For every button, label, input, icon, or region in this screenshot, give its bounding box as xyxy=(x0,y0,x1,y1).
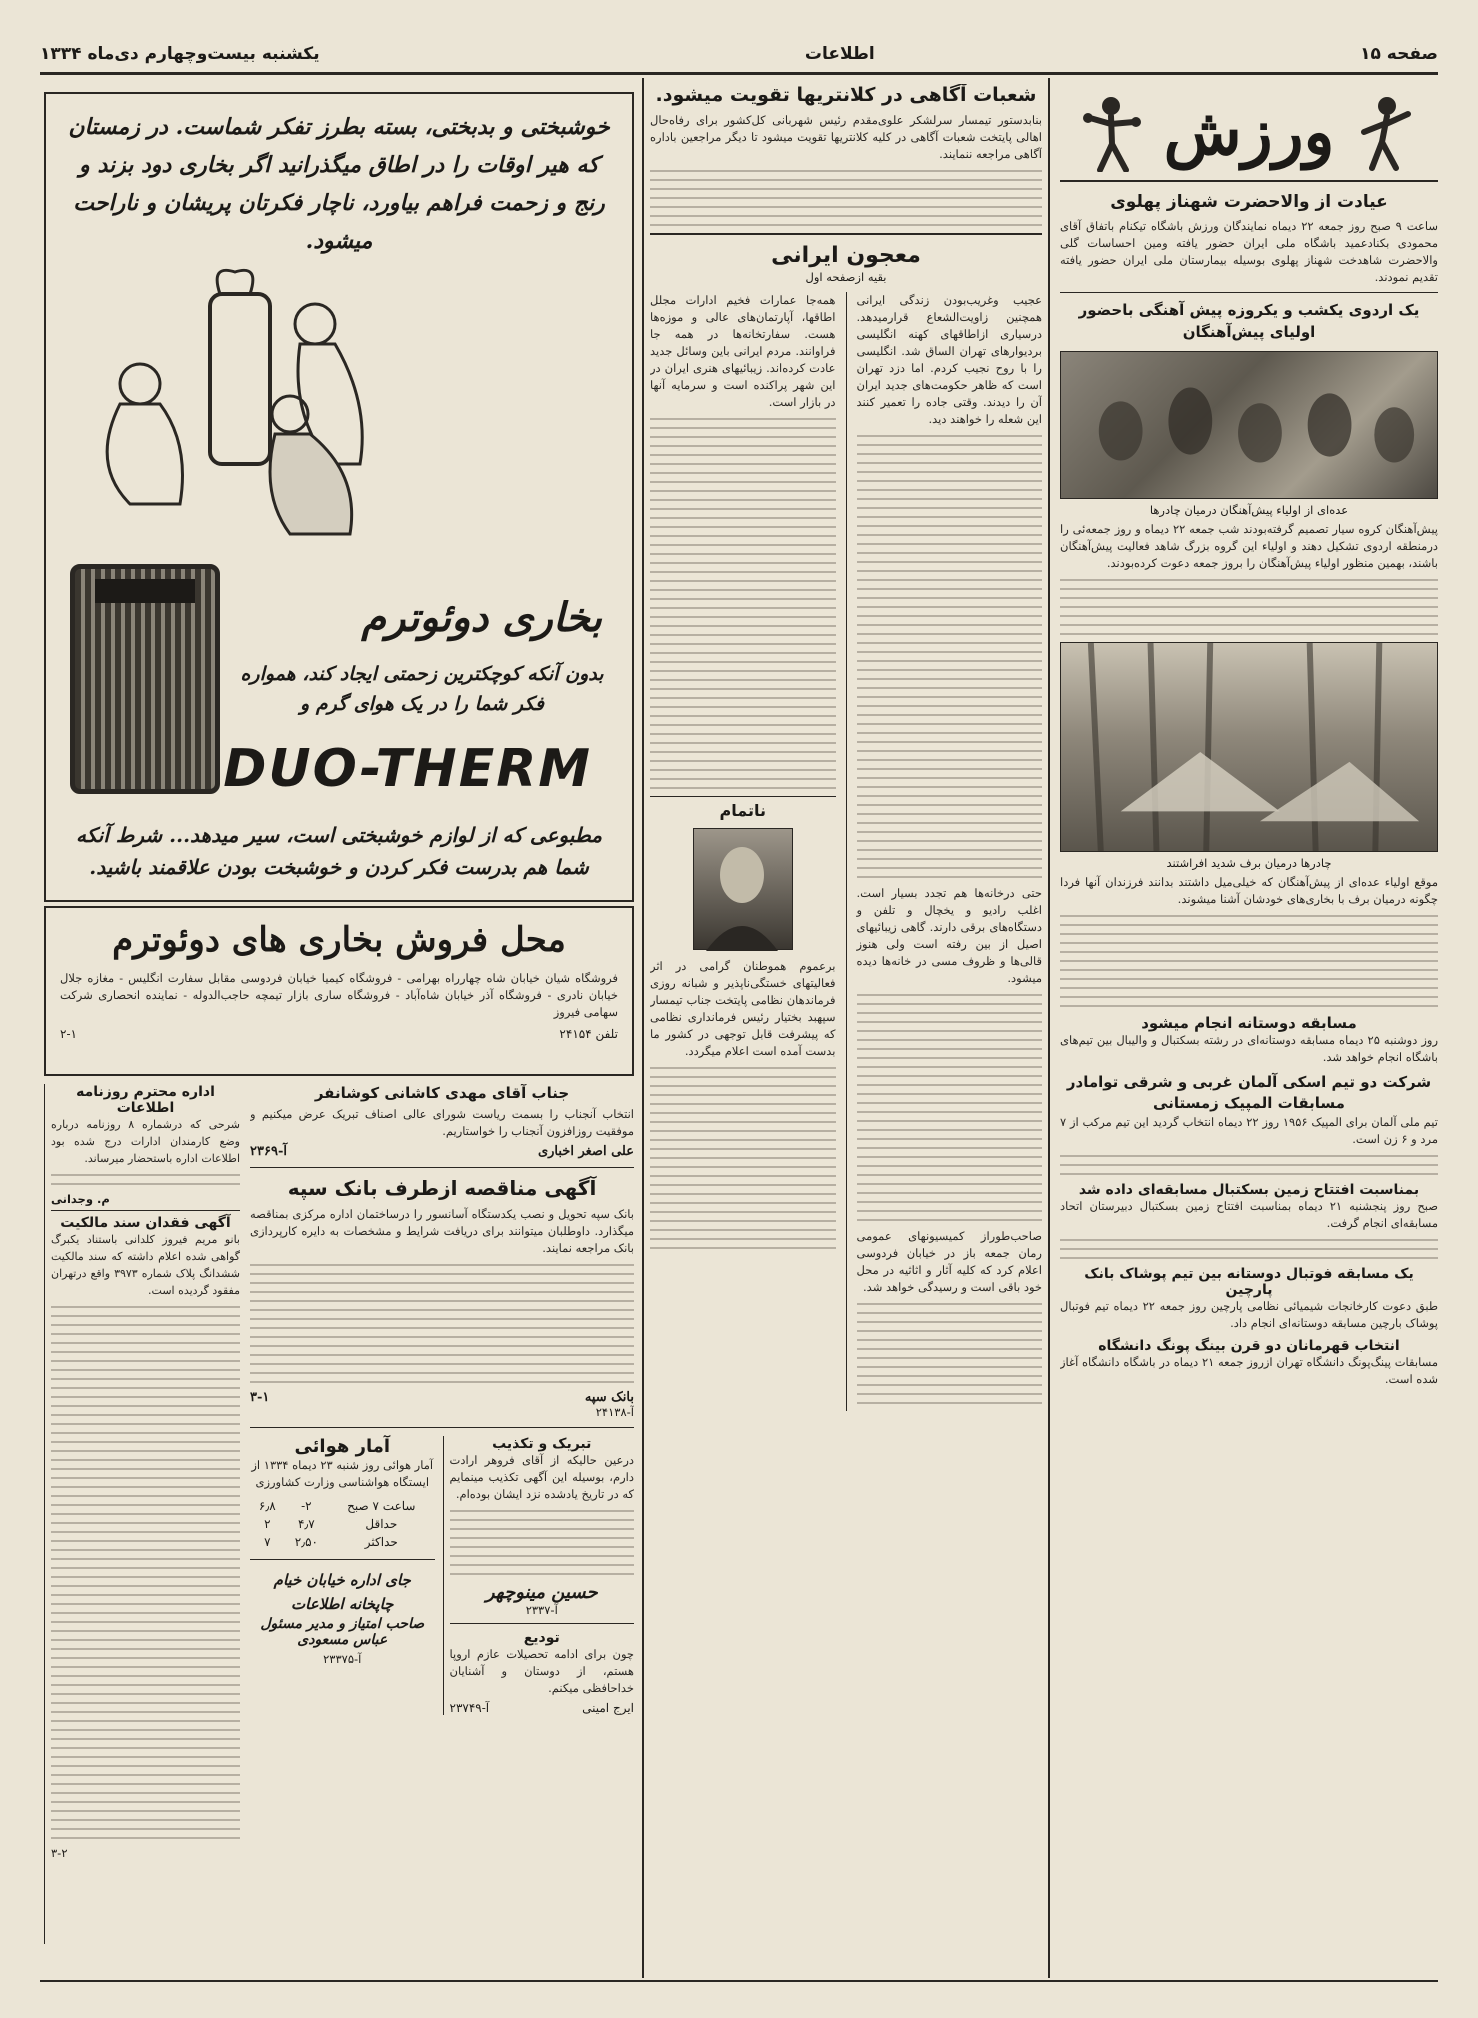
farewell-title: تودیع xyxy=(523,1630,560,1646)
sales-text: فروشگاه شیان خیابان شاه چهارراه بهرامی - فروشگاه کیمیا خیابان فردوسی مقابل سفارت انگلیس - مغازه جلال خیابان نادری - فروشگاه آذر خیابان شاه‌آباد - فروشگاه ساری بازار تیمچه حاجب‌الدوله - نماینده انحصاری شرکت سهامی فیروز xyxy=(60,971,618,1019)
article-police: بنابدستور تیمسار سرلشکر علوی‌مقدم رئیس شهربانی کل‌کشور برای رفاه‌حال اهالی پایتخت شعبات آگاهی در کلیه کلانتریها تقویت میشود تا دیگر مراجعین باداره آگاهی مراجعه ننمایند. xyxy=(650,113,1042,161)
article-tents: موقع اولیاء عده‌ای از پیش‌آهنگان که خیلی‌میل داشتند بدانند فرزندان آنها فردا چگونه درمیان برف با بخاری‌های خودشان آشنا میشوند. xyxy=(1060,875,1438,906)
office-text: شرحی که درشماره ۸ روزنامه درباره وضع کارمندان ادارات درج شده بود اطلاعات اداره باستحضار میرساند. xyxy=(51,1118,240,1165)
bank-tender-title: آگهی مناقصه ازطرف بانک سپه xyxy=(287,1176,597,1200)
ad-tagline: بدون آنکه کوچکترین زحمتی ایجاد کند، همواره فکر شما را در یک هوای گرم و xyxy=(240,663,604,715)
weather-cell: ۲ xyxy=(264,1517,271,1531)
office-sign: م. وجدانی xyxy=(51,1192,110,1206)
thanks-sign: علی اصغر اخباری xyxy=(537,1144,634,1159)
weather-cell: ساعت ۷ صبح xyxy=(347,1499,416,1513)
ad-closing: مطبوعی که از لوازم خوشبختی است، سیر میدهد... شرط آنکه شما هم بدرست فکر کردن و خوشبخت بودن علاقمند باشید. xyxy=(76,823,602,879)
article-iranian-mix-b: همه‌جا عمارات فخیم ادارات مجلل اطاقها، آپارتمان‌های عالی و موزه‌ها هست. سفارتخانه‌ها در همه جا فراوانند. مردم ایرانی باین وسائل جدید عادت کرده‌اند. زیبائیهای هنری ایران در این شهر پراکنده است و سرمایه آنها در بازار است. xyxy=(650,293,836,409)
article-iranian-mix-c: حتی درخانه‌ها هم تجدد بسیار است. اغلب رادیو و یخچال و تلفن و دستگاه‌های برقی دارند. گاهی زیبائیهای اصیل از بین رفته است ولی هنوز قالی‌ها و ظروف مسی در خانه‌ها دیده میشود. xyxy=(856,886,1042,985)
paper-name: اطلاعات xyxy=(804,44,875,64)
article-ski: تیم ملی آلمان برای المپیک ۱۹۵۶ روز ۲۲ دیماه انتخاب گردید این تیم مرکب از ۷ مرد و ۶ زن است. xyxy=(1060,1115,1438,1146)
bank-tender-sign: بانک سپه xyxy=(584,1390,634,1405)
bank-tender-num: ۳-۱ xyxy=(250,1390,270,1405)
masthead xyxy=(40,40,1438,68)
headline-football: یک مسابقه فوتبال دوستانه بین تیم پوشاک بانک پارچین xyxy=(1084,1266,1414,1298)
bank-tender-text: بانک سپه تحویل و نصب یکدستگاه آسانسور را درساختمان اداره مرکزی بمناقصه میگذارد. داوطلبان میتوانند برای دریافت شرایط و مشخصات به دایره کارپردازی بانک مراجعه نمایند. xyxy=(250,1207,634,1255)
sales-locations xyxy=(44,906,634,1076)
weather-cell: ۴٫۷ xyxy=(297,1517,315,1531)
weather-row xyxy=(250,1515,435,1533)
weather-text: آمار هوائی روز شنبه ۲۳ دیماه ۱۳۳۴ از ایستگاه هواشناسی وزارت کشاورزی xyxy=(251,1458,434,1489)
top-rule xyxy=(40,72,1438,75)
brand-logo: DUO-THERM xyxy=(223,739,592,799)
congrats-sign: حسین مینوچهر xyxy=(485,1582,598,1603)
weather-title: آمار هوائی xyxy=(294,1436,391,1457)
thanks-text: انتخاب آنجناب را بسمت ریاست شورای عالی اصناف تبریک عرض میکنیم و موفقیت روزافزون آنجناب را خواستاریم. xyxy=(250,1107,634,1138)
lost-deed-title: آگهی فقدان سند مالکیت xyxy=(60,1215,231,1231)
article-visit: ساعت ۹ صبح روز جمعه ۲۲ دیماه نمایندگان ورزش باشگاه تیکنام باتفاق آقای محمودی بکنادعمید باشگاه ملی ایران حضور یافته ومین احساسات گلی والاحضرت شاهدخت شهناز پهلوی بوسیله بیمارستان ملی ایران حضور یافته تقدیم نمودند. xyxy=(1060,219,1438,284)
article-iranian-mix-d: برعموم هموطنان گرامی در اثر فعالیتهای خستگی‌ناپذیر و شبانه روزی فرماندهان نظامی پایتخت جناب تیمسار سپهبد بختیار رئیس فرمانداری نظامی که پیشرفت قابل توجهی در کشور ما بدست آمده است اعلام میگردد. xyxy=(650,959,836,1058)
article-scouts: پیش‌آهنگان کروه سیار تصمیم گرفته‌بودند شب جمعه ۲۲ دیماه و روز جمعه‌ئی را درمنطقه اردوی تشکیل دهند و اولیاء این گروه بزرگ شاهد فعالیت پیش‌آهنگان باشند، بهمین منظور اولیاء پیش‌آهنگان را بروز جمعه دعوت کرده‌بودند. xyxy=(1060,522,1438,570)
classifieds-right-column xyxy=(250,1084,634,1944)
farewell-code: آ-۲۳۷۴۹ xyxy=(449,1701,490,1715)
weather-cell: حداکثر xyxy=(364,1535,398,1549)
headline-pingpong: انتخاب قهرمانان دو قرن بینگ پونگ دانشگاه xyxy=(1098,1338,1400,1354)
lost-deed-code: ۳-۲ xyxy=(51,1846,68,1860)
tents-photo-caption: چادرها درمیان برف شدید افراشتند xyxy=(1166,856,1332,870)
athlete-icon xyxy=(1352,92,1422,172)
tents-photo xyxy=(1060,642,1438,852)
address-text: صاحب امتیاز و مدیر مسئول عباس مسعودی xyxy=(260,1616,425,1648)
headline-scouts: یک اردوی یکشب و یکروزه پیش آهنگی باحضور اولیای پیش‌آهنگان xyxy=(1078,301,1420,341)
headline-police: شعبات آگاهی در کلانتریها تقویت میشود. xyxy=(655,84,1037,106)
sales-title: محل فروش بخاری های دوئوترم xyxy=(112,920,566,960)
weather-cell: ۶٫۸ xyxy=(258,1499,276,1513)
product-name: بخاری دوئوترم xyxy=(361,594,602,641)
article-pingpong: مسابقات پینگ‌پونگ دانشگاه تهران ازروز جمعه ۲۱ دیماه در باشگاه دانشگاه آغاز شده است. xyxy=(1060,1355,1438,1386)
article-iranian-mix-e: صاحب‌طوراز کمیسیونهای عمومی رمان جمعه باز در خیابان فردوسی اعلام کرد که کلیه آثار و اثاثیه در محل خود باقی است و رسیدگی خواهد شد. xyxy=(856,1229,1042,1294)
weather-cell: ۷ xyxy=(264,1535,271,1549)
classifieds-left-column xyxy=(44,1084,240,1944)
continued-note: بقیه ازصفحه اول xyxy=(805,270,887,284)
sales-phone: تلفن ۲۴۱۵۴ xyxy=(559,1027,618,1041)
family-illustration xyxy=(60,264,390,594)
article-iranian-mix-a: عجیب وغریب‌بودن زندگی ایرانی همچنین زاویت‌الشعاع قرارمیدهد. درسیاری ازاطاقهای کهنه انگلیسی بردیوارهای تهران الساق شد. انگلیسی را با روح نجیب کردم. اما دزد تهران است که ظاهر حکومت‌های جدید ایران آن را دیدند. وقتی جاده را تعمیر کنند این شعله را خواهند دید. xyxy=(856,293,1042,426)
heater-image xyxy=(70,564,220,794)
sports-header xyxy=(1060,84,1438,182)
portrait-photo xyxy=(693,828,793,950)
obituary-title: ناتمام xyxy=(719,801,766,820)
bank-tender-code: آ-۲۴۱۳۸ xyxy=(595,1405,634,1419)
congrats-text: درعین حالیکه از آقای فروهر ارادت دارم، بوسیله این آگهی تکذیب مینمایم که در تاریخ یادشده نزد ایشان بوده‌ام. xyxy=(449,1453,634,1501)
ad-banner-text: خوشبختی و بدبختی، بسته بطرز تفکر شماست. در زمستان که هیر اوقات را در اطاق میگذرانید اگر بخاری دود بزند و رنج و زحمت فراهم بیاورد، ناچار فکرتان پریشان و ناراحت میشود. xyxy=(68,114,610,254)
bottom-rule xyxy=(40,1980,1438,1982)
column-divider xyxy=(1048,78,1050,1978)
weather-cell: ۲- xyxy=(301,1499,312,1513)
congrats-code: آ-۲۳۳۷ xyxy=(525,1603,558,1617)
scouts-photo xyxy=(1060,351,1438,499)
weather-table xyxy=(250,1497,435,1551)
weather-cell: حداقل xyxy=(365,1517,398,1531)
office-title: اداره محترم روزنامه اطلاعات xyxy=(76,1084,215,1116)
duotherm-ad xyxy=(44,92,634,902)
sports-column xyxy=(1060,84,1438,1984)
headline-iranian-mix: معجون ایرانی xyxy=(771,243,921,268)
boxer-icon xyxy=(1076,92,1146,172)
page-number: صفحه ۱۵ xyxy=(1360,44,1438,64)
address-code: آ-۲۳۳۷۵ xyxy=(323,1652,362,1666)
headline-visit: عیادت از والاحضرت شهناز پهلوی xyxy=(1110,192,1388,212)
article-friendly-match: روز دوشنبه ۲۵ دیماه مسابقه دوستانه‌ای در رشته بسکتبال و والیبال بین تیم‌های باشگاه انجام خواهد شد. xyxy=(1060,1033,1438,1064)
headline-ski: شرکت دو تیم اسکی آلمان غربی و شرقی توامادر مسابقات المپیک زمستانی xyxy=(1066,1073,1432,1112)
lost-deed-text: بانو مریم فیروز کلدانی باستناد یکبرگ گواهی شده اعلام داشته که سند مالکیت ششدانگ پلاک شماره ۳۹۷۳ واقع درتهران مفقود گردیده است. xyxy=(51,1233,240,1297)
congrats-title: تبریک و تکذیب xyxy=(492,1436,592,1452)
address-title: جای اداره خیابان خیام چاپخانه اطلاعات xyxy=(273,1571,411,1613)
column-divider xyxy=(642,78,644,1978)
farewell-text: چون برای ادامه تحصیلات عازم اروپا هستم، از دوستان و آشنایان خداحافظی میکنم. xyxy=(449,1647,634,1695)
middle-column xyxy=(650,84,1042,1984)
weather-row xyxy=(250,1533,435,1551)
issue-date: یکشنبه بیست‌وچهارم دی‌ماه ۱۳۳۴ xyxy=(40,44,320,64)
thanks-title: جناب آقای مهدی کاشانی کوشانفر xyxy=(314,1084,570,1102)
farewell-sign: ایرج امینی xyxy=(582,1701,634,1715)
weather-row xyxy=(250,1497,435,1515)
article-basketball: صبح روز پنجشنبه ۲۱ دیماه بمناسبت افتتاح زمین بسکتبال دبیرستان اتحاد مسابقه‌ای انجام گرفت. xyxy=(1060,1199,1438,1230)
sports-title: ورزش xyxy=(1163,94,1335,170)
scouts-photo-caption: عده‌ای از اولیاء پیش‌آهنگان درمیان چادرها xyxy=(1149,503,1349,517)
weather-cell: ۲٫۵۰ xyxy=(294,1535,318,1549)
headline-basketball: بمناسبت افتتاح زمین بسکتبال مسابقه‌ای داده شد xyxy=(1078,1182,1420,1198)
headline-friendly-match: مسابقه دوستانه انجام میشود xyxy=(1141,1014,1357,1032)
sales-code: ۲-۱ xyxy=(60,1027,77,1041)
article-football: طبق دعوت کارخانجات شیمیائی نظامی پارچین روز جمعه ۲۲ دیماه تیم فوتبال پوشاک بارچین مسابقه دوستانه‌ای انجام داد. xyxy=(1060,1299,1438,1330)
thanks-code: آ-۲۳۶۹ xyxy=(250,1144,287,1159)
